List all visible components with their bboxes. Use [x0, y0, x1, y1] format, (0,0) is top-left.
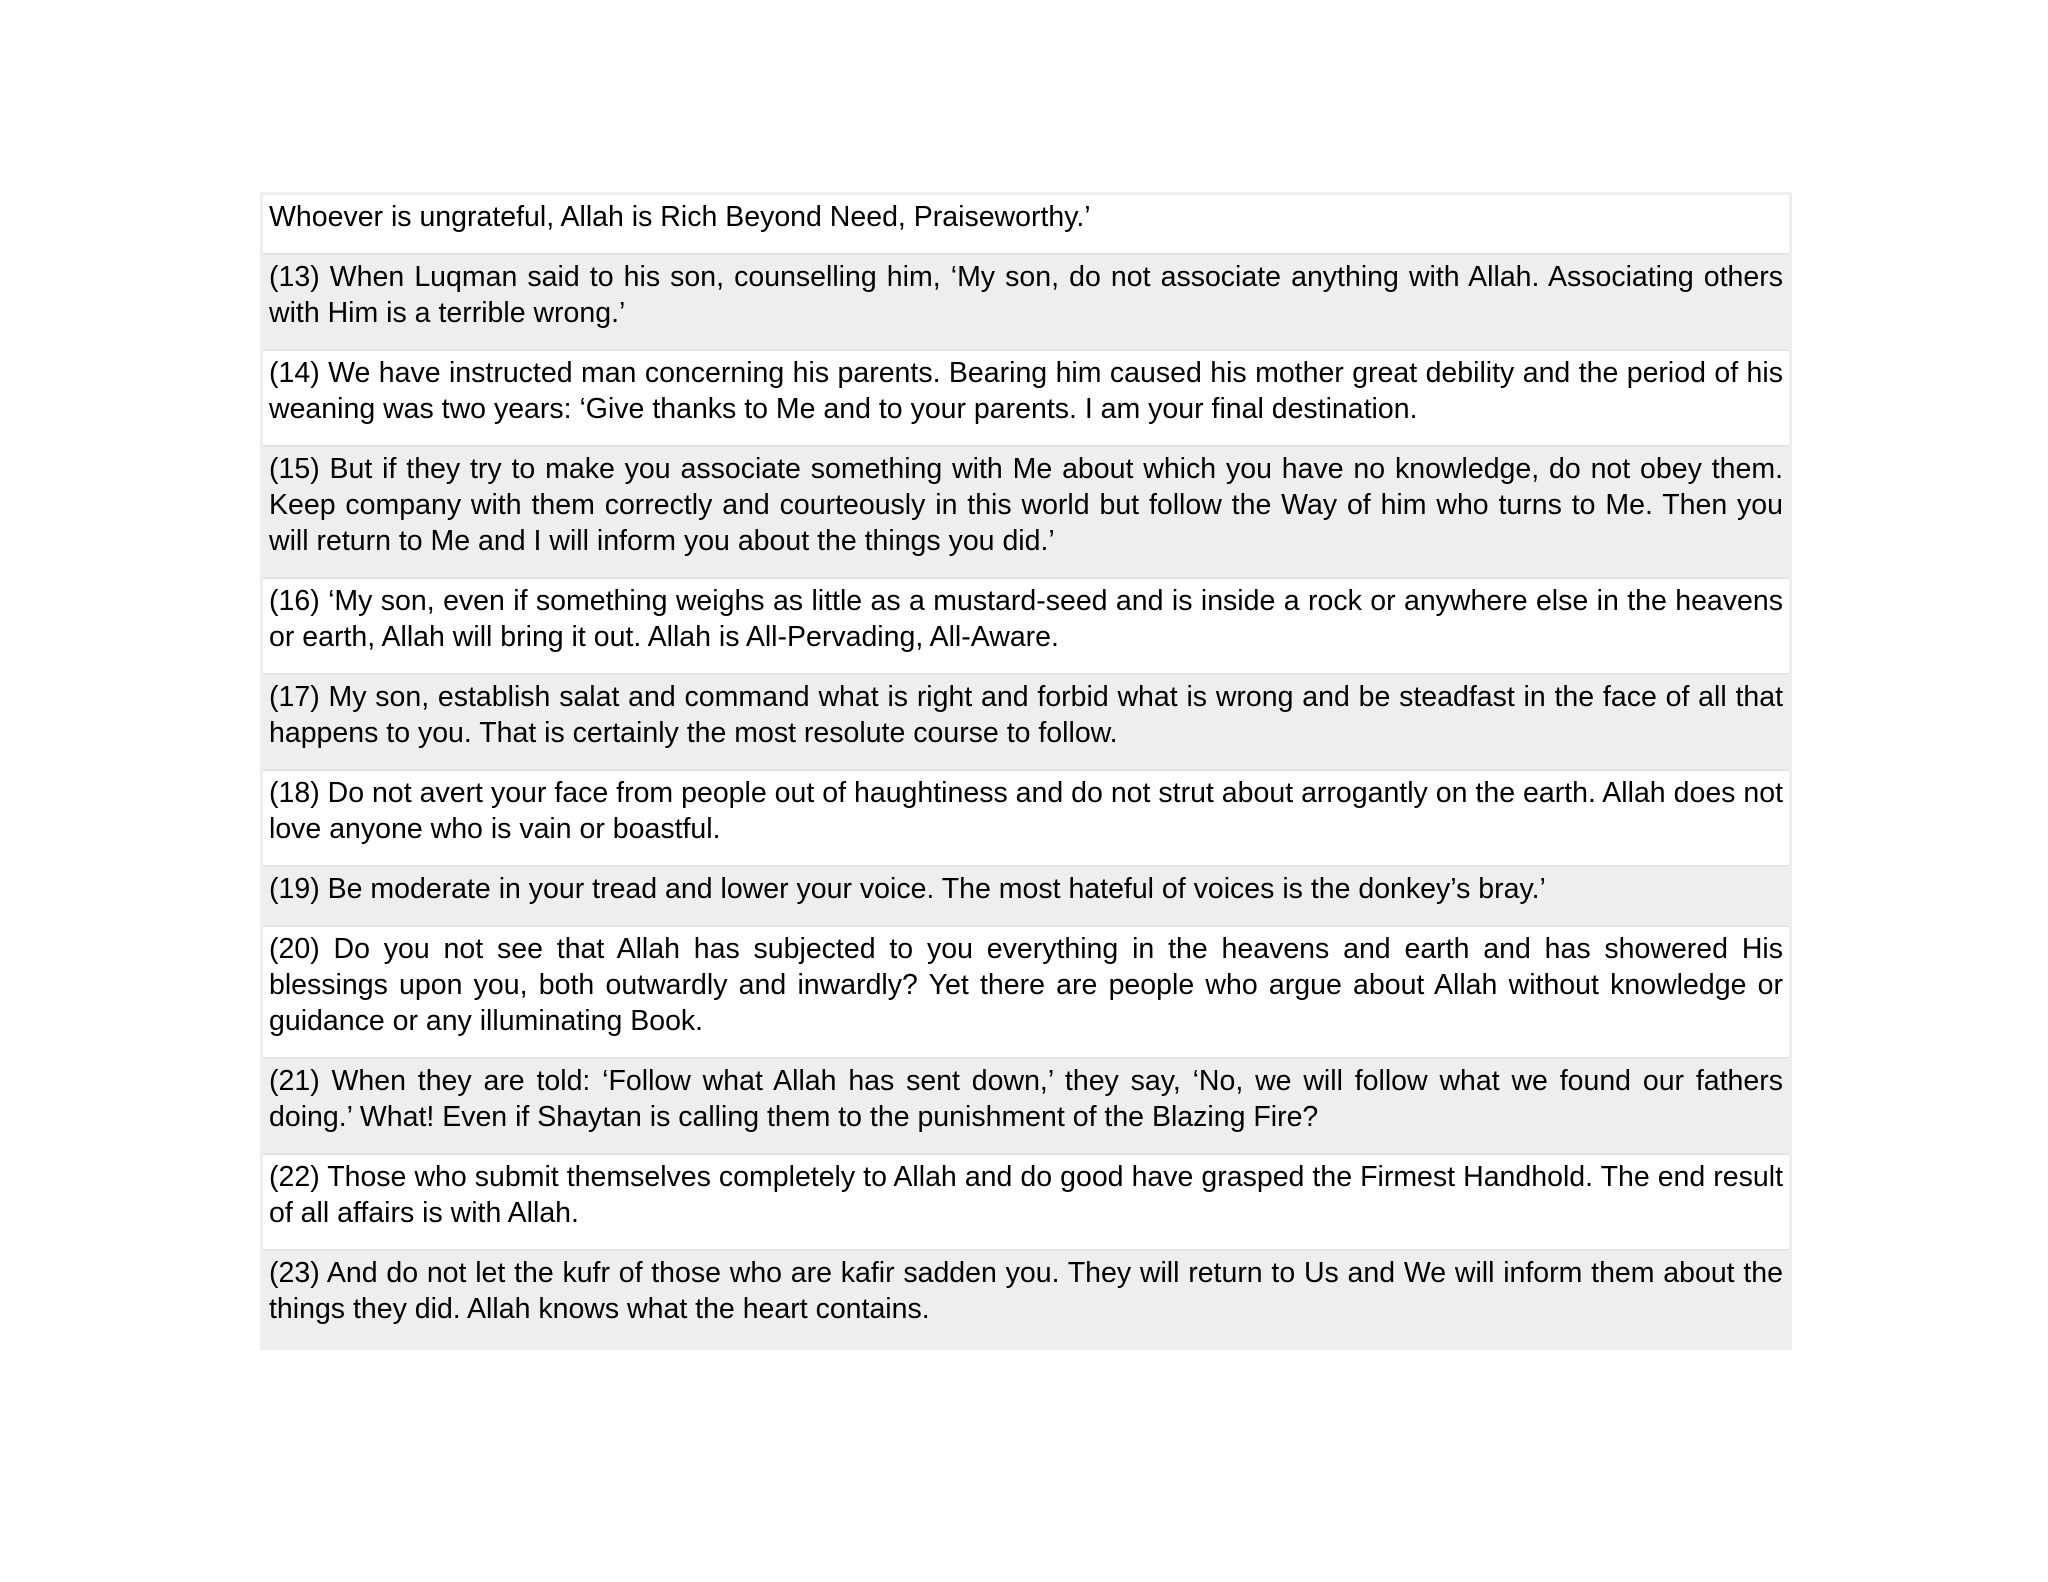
verse-row: (19) Be moderate in your tread and lower your voice. The most hateful of voices is the donkey’s bray.’ — [263, 867, 1789, 927]
verse-row: (16) ‘My son, even if something weighs as little as a mustard-seed and is inside a rock or anywhere else in the heavens or earth, Allah will bring it out. Allah is All-Pervading, All-Aware. — [263, 579, 1789, 675]
verse-row: Whoever is ungrateful, Allah is Rich Beyond Need, Praiseworthy.’ — [263, 195, 1789, 255]
verse-table — [260, 192, 1792, 1350]
verse-row: (14) We have instructed man concerning his parents. Bearing him caused his mother great debility and the period of his weaning was two years: ‘Give thanks to Me and to your parents. I am your final destination. — [263, 351, 1789, 447]
verse-row: (15) But if they try to make you associate something with Me about which you have no knowledge, do not obey them. Keep company with them correctly and courteously in this world but follow the Way of him who turns to Me. Then you will return to Me and I will inform you about the things you did.’ — [263, 447, 1789, 579]
verse-row: (13) When Luqman said to his son, counselling him, ‘My son, do not associate anything with Allah. Associating others with Him is a terrible wrong.’ — [263, 255, 1789, 351]
verse-row: (17) My son, establish salat and command what is right and forbid what is wrong and be steadfast in the face of all that happens to you. That is certainly the most resolute course to follow. — [263, 675, 1789, 771]
verse-row: (21) When they are told: ‘Follow what Allah has sent down,’ they say, ‘No, we will follow what we found our fathers doing.’ What! Even if Shaytan is calling them to the punishment of the Blazing Fire? — [263, 1059, 1789, 1155]
verse-row: (23) And do not let the kufr of those who are kafir sadden you. They will return to Us and We will inform them about the things they did. Allah knows what the heart contains. — [263, 1251, 1789, 1347]
verse-row: (20) Do you not see that Allah has subjected to you everything in the heavens and earth and has showered His blessings upon you, both outwardly and inwardly? Yet there are people who argue about Allah without knowledge or guidance or any illuminating Book. — [263, 927, 1789, 1059]
verse-row: (22) Those who submit themselves completely to Allah and do good have grasped the Firmest Handhold. The end result of all affairs is with Allah. — [263, 1155, 1789, 1251]
verse-row: (18) Do not avert your face from people out of haughtiness and do not strut about arrogantly on the earth. Allah does not love anyone who is vain or boastful. — [263, 771, 1789, 867]
